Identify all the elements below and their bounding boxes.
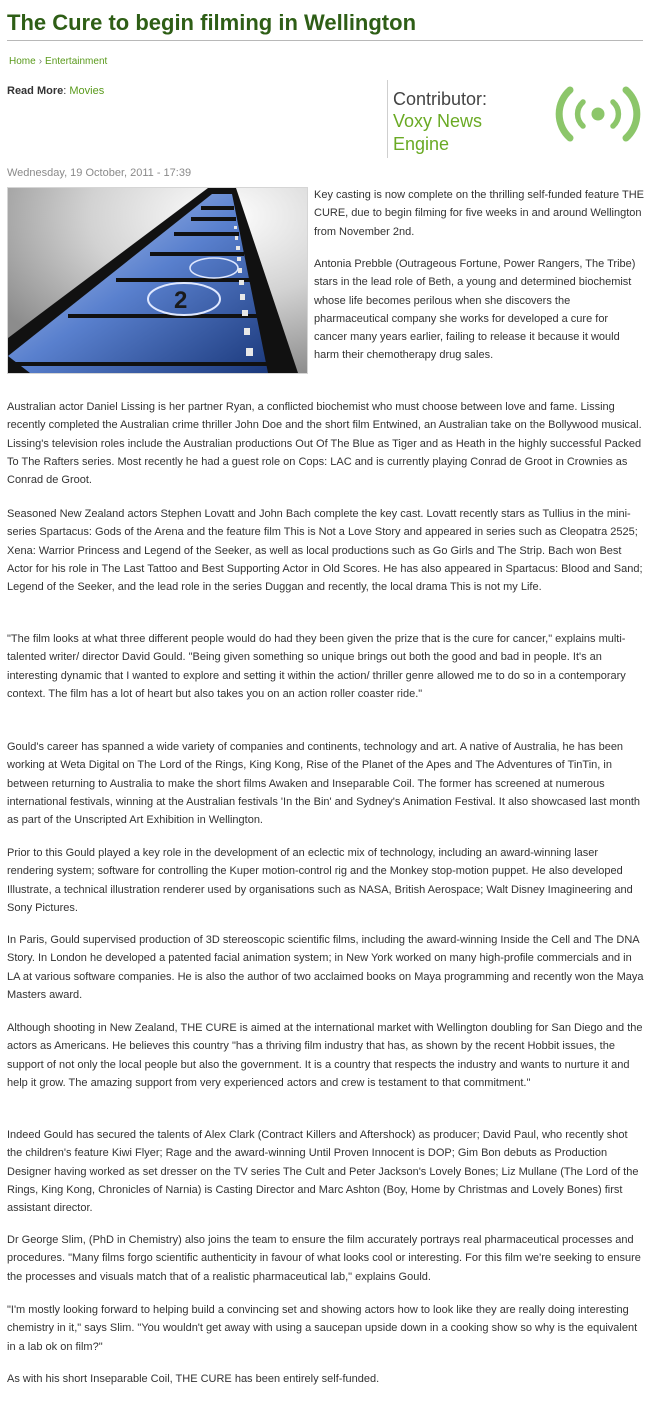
read-more [7, 84, 104, 98]
paragraph-12: "I'm mostly looking forward to helping build a convincing set and showing actors how to look like they are really doing interesting chemistry in it," says Slim. "You wouldn't get away with using a saucepan upside down in a cooking show so why is the equivalent in a lab ok on film?" [7, 1304, 638, 1353]
breadcrumb-home-link[interactable]: Home [9, 56, 36, 67]
article-title: The Cure to begin filming in Wellington [7, 10, 417, 35]
paragraph-3: Australian actor Daniel Lissing is her partner Ryan, a conflicted biochemist who must choose between love and fame. Lissing recently completed the Australian crime thriller John Doe and the short film Entwined, an Australian take on the Bollywood musical. Lissing's television roles include the Australian productions Out Of The Blue as Tiger and as Heath in the highly successful Packed To The Rafters series. Most recently he had a guest role on Cops: LAC and is currently playing Conrad de Groot in Crownies as Conrad de Groot. [7, 401, 642, 487]
paragraph-8: In Paris, Gould supervised production of 3D stereoscopic scientific films, including the award-winning Inside the Cell and The DNA Story. In London he developed a patented facial animation system; in New York worked on many high-profile commercials and in LA at various software companies. He is also the author of two acclaimed books on Maya programming and recently won the Maya Masters award. [7, 934, 644, 1001]
film-strip-illustration [8, 188, 307, 373]
paragraph-6: Gould's career has spanned a wide variety of companies and continents, technology and art. A native of Australia, he has been working at Weta Digital on The Lord of the Rings, King Kong, Rise of the Planet of the Apes and The Adventures of TinTin, in between returning to Australia to make the short films Awaken and Inseparable Coil. The former has screened at numerous international festivals, winning at the Australian festivals 'In the Bin' and Sydney's Animation Festival. It also showcased last month as part of the Unscripted Art Exhibition in Wellington. [7, 741, 641, 827]
read-more-colon: : [63, 85, 67, 97]
countdown-digit: 2 [174, 287, 188, 314]
paragraph-5: "The film looks at what three different people would do had they been given the prize that is the cure for cancer," explains multi-talented writer/ director David Gould. "Being given something so unique brings out both the good and bad in people. It's an interesting dynamic that I wanted to explore and setting it within the action/ thriller genre allowed me to do so in a contemporary context. The film has a lot of heart but also takes you on an action roller coaster ride." [7, 633, 626, 700]
breadcrumb [9, 55, 107, 68]
contributor-name-link[interactable]: Voxy News Engine [393, 111, 483, 154]
breadcrumb-entertainment-link[interactable]: Entertainment [45, 56, 108, 67]
paragraph-10: Indeed Gould has secured the talents of Alex Clark (Contract Killers and Aftershock) as producer; David Paul, who recently shot the children's feature Kiwi Flyer; Rage and the award-winning Until Proven Innocent is DOP; Gim Bon debuts as Production Designer having worked as set dresser on the TV series The Cult and Peter Jackson's Lovely Bones; Liz Mullane (The Lord of the Rings, King Kong, Chronicles of Narnia) is Casting Director and Marc Ashton (Boy, Home by Christmas and Lovely Bones) first assistant director. [7, 1129, 639, 1215]
broadcast-icon [553, 80, 643, 148]
paragraph-1: Key casting is now complete on the thrilling self-funded feature THE CURE, due to begin filming for five weeks in and around Wellington from November 2nd. [314, 189, 644, 238]
paragraph-13: As with his short Inseparable Coil, THE CURE has been entirely self-funded. [7, 1373, 380, 1385]
film-strip-image [7, 187, 308, 374]
paragraph-7: Prior to this Gould played a key role in the development of an eclectic mix of technology, including an award-winning laser rendering system; software for controlling the Kuper motion-control rig and the Monkey stop-motion puppet. He also developed Illustrate, a technical illustration renderer used by organisations such as NASA, British Aerospace; Walt Disney Imagineering and Sony Pictures. [7, 847, 633, 914]
contributor-label: Contributor: [393, 89, 488, 109]
paragraph-9: Although shooting in New Zealand, THE CURE is aimed at the international market with Wellington doubling for San Diego and the actors as Americans. He believes this country "has a thriving film industry that has, as shown by the recent Hobbit issues, the support of not only the local people but also the government. It is a country that respects the industry and wants to nurture it and help it grow. The amazing support from very experienced actors and crew is testament to that commitment." [7, 1022, 643, 1089]
publish-date: Wednesday, 19 October, 2011 - 17:39 [7, 167, 192, 179]
contributor-divider [387, 80, 388, 158]
paragraph-4: Seasoned New Zealand actors Stephen Lovatt and John Bach complete the key cast. Lovatt recently stars as Tullius in the mini-series Spartacus: Gods of the Arena and the feature film This is Not a Love Story and appeared in series such as Cleopatra 2525; Xena: Warrior Princess and Legend of the Seeker, as well as local productions such as Go Girls and The Strip. Bach won Best Actor for his role in The Last Tattoo and Best Supporting Actor in Old Scores. He has also appeared in Spartacus: Blood and Sand; Legend of the Seeker, and the lead role in the series Duggan and recently, the local drama This is not my Life. [7, 508, 643, 594]
read-more-movies-link[interactable]: Movies [69, 85, 105, 97]
paragraph-11: Dr George Slim, (PhD in Chemistry) also joins the team to ensure the film accurately portrays real pharmaceutical processes and procedures. "Many films forgo scientific authenticity in favour of what looks cool or interesting. For this film we're seeking to ensure the processes and visuals match that of a realistic pharmaceutical lab," explains Gould. [7, 1234, 641, 1283]
read-more-label: Read More [7, 85, 64, 97]
paragraph-2: Antonia Prebble (Outrageous Fortune, Power Rangers, The Tribe) stars in the lead role of Beth, a young and determined biochemist whose life becomes perilous when she discovers the pharmaceutical company she works for developed a cure for cancer many years earlier, failing to release it because it would harm their chemotherapy drug sales. [314, 258, 636, 362]
title-divider [7, 40, 643, 41]
breadcrumb-separator: › [38, 56, 43, 67]
